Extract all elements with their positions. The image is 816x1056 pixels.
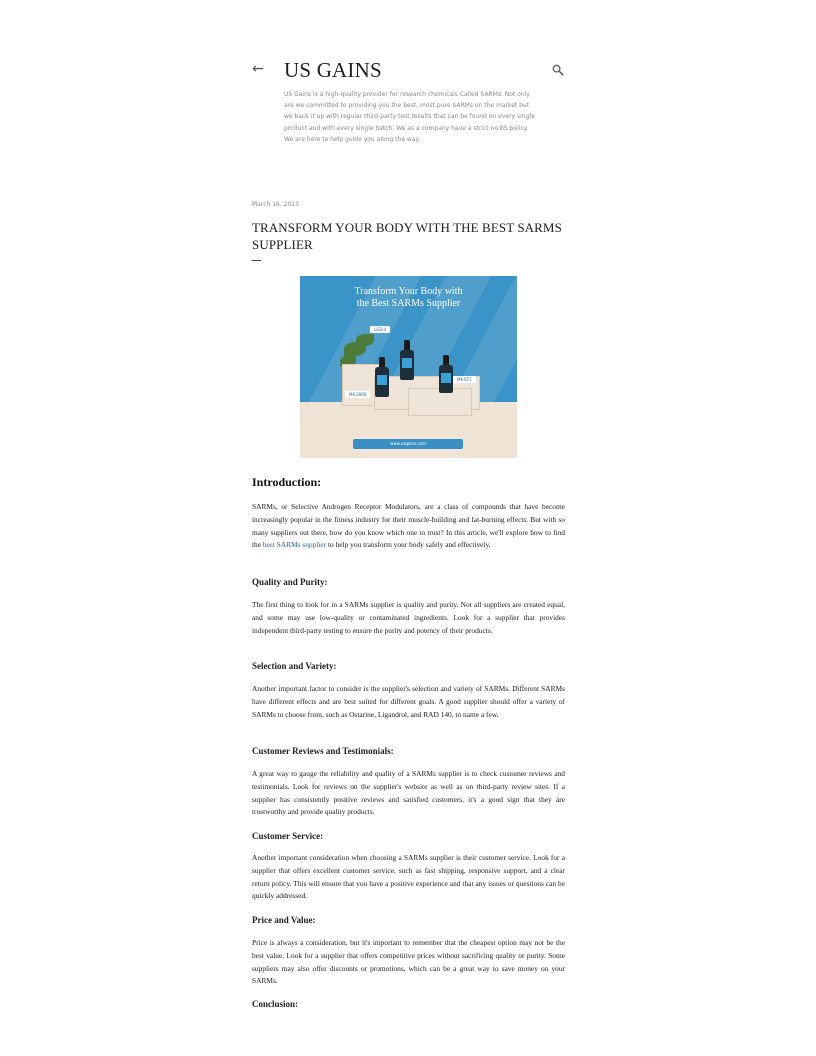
section-body-reviews: A great way to gauge the reliability and quality of a SARMs supplier is to check customer reviews and testimonials. Look for reviews on the supplier's website as well as on third-party review sites. If a supplier has consistently positive reviews and satisfied customers, it's a good sign that they are trustworthy and provide quality products. xyxy=(252,769,565,817)
intro-paragraph xyxy=(252,501,565,552)
bottle-label xyxy=(377,375,387,385)
section-heading-service: Customer Service: xyxy=(252,831,324,841)
post-title: TRANSFORM YOUR BODY WITH THE BEST SARMS SUPPLIER xyxy=(252,220,562,252)
intro-heading: Introduction: xyxy=(252,475,322,489)
section-heading-reviews: Customer Reviews and Testimonials: xyxy=(252,746,394,756)
bottle-mk2866 xyxy=(375,367,389,397)
section-heading-price: Price and Value: xyxy=(252,915,316,925)
hero-image xyxy=(300,276,517,458)
section-body-price: Price is always a consideration, but it's important to remember that the cheapest option may not be the best value. Look for a supplier that offers competitive prices without sacrificing quality or purity. Some suppliers may also offer discounts or promotions, which can be a great way to save money on your SARMs. xyxy=(252,938,565,986)
blog-header xyxy=(252,56,565,156)
tag-mk2866: MK-2866 xyxy=(345,391,370,398)
intro-text: SARMs, or Selective Androgen Receptor Modulators, are a class of compounds that have become increasingly popular in the fitness industry for their muscle-building and fat-burning effects. But with so many suppliers out there, how do you know which one to trust? In this article, we'll explore how to find the xyxy=(252,502,565,550)
bottle-cap xyxy=(379,357,385,367)
bottle-lgd xyxy=(400,350,414,380)
search-icon[interactable] xyxy=(552,64,564,76)
intro-text-end: to help you transform your body safely and effectively. xyxy=(326,540,491,550)
hero-heading-line1: Transform Your Body with xyxy=(354,286,463,297)
section-body-selection: Another important factor to consider is the supplier's selection and variety of SARMs. Different SARMs have different effects and are best suited for different goals. A good supplier should offer a variety of SARMs to choose from, such as Ostarine, Ligandrol, and RAD 140, to name a few. xyxy=(252,684,565,719)
title-divider xyxy=(252,260,261,261)
site-description: US Gains is a high-quality provider for research chemicals Called SARMs. Not only are we committed to providing you the best, most pure SARMs on the market but we back it up with regular third-party test results that can be found on every single product and with every single batch. We as a company have a strict no BS policy. We are here to help guide you along the way. xyxy=(284,91,535,143)
bottle-cap xyxy=(404,340,410,350)
tag-mk677: MK-677 xyxy=(453,376,476,383)
post-date: March 16, 2023 xyxy=(252,201,299,208)
section-body-service: Another important consideration when choosing a SARMs supplier is their customer service. Look for a supplier that offers excellent customer service, such as fast shipping, responsive support, and a clear return policy. This will ensure that you have a positive experience and that any issues or questions can be quickly addressed. xyxy=(252,853,565,901)
site-title[interactable]: US GAINS xyxy=(284,58,382,82)
bottle-cap xyxy=(443,355,449,365)
hero-heading-line2: the Best SARMs Supplier xyxy=(356,298,461,309)
plant-leaf xyxy=(356,334,374,346)
conclusion-heading: Conclusion: xyxy=(252,999,299,1009)
hero-url-bar: www.usgains.com xyxy=(353,439,463,449)
best-sarms-supplier-link[interactable]: best SARMs supplier xyxy=(262,540,327,550)
section-heading-quality: Quality and Purity: xyxy=(252,577,328,587)
tag-lgd: LGD-4 xyxy=(370,326,390,333)
bottle-label xyxy=(441,373,451,383)
bottle-mk677 xyxy=(439,365,453,393)
back-arrow-icon[interactable]: ← xyxy=(252,61,264,77)
hero-heading xyxy=(300,286,517,310)
bottle-label xyxy=(402,358,412,368)
section-heading-selection: Selection and Variety: xyxy=(252,661,337,671)
section-body-quality: The first thing to look for in a SARMs supplier is quality and purity. Not all suppliers are created equal, and some may use low-quality or contaminated ingredients. Look for a supplier that provides independent third-party testing to ensure the purity and potency of their products. xyxy=(252,600,565,635)
